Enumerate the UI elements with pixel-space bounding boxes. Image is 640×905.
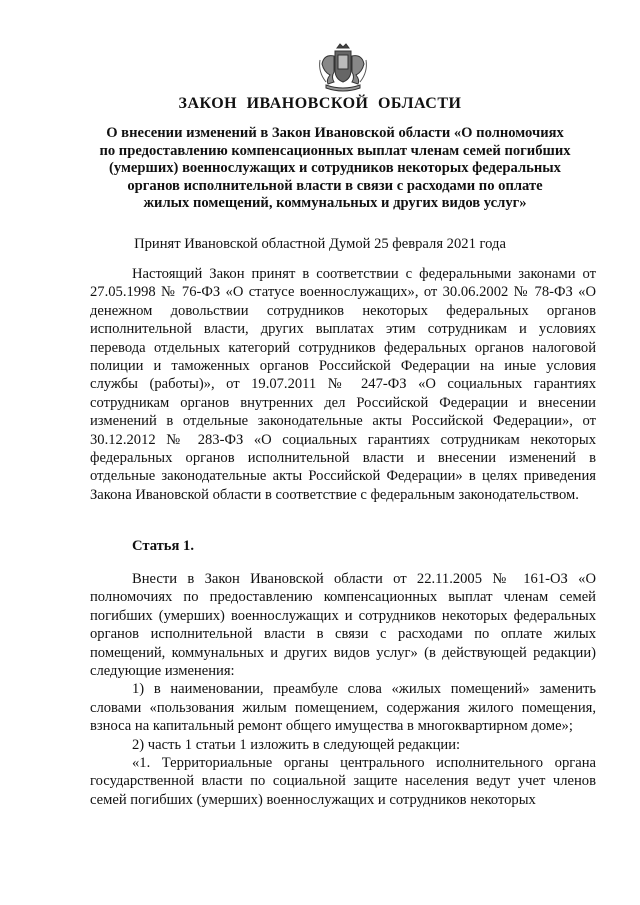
law-heading-line: О внесении изменений в Закон Ивановской области «О полномочиях <box>106 125 564 141</box>
article-item-2: 2) часть 1 статьи 1 изложить в следующей редакции: <box>132 736 461 753</box>
preamble-block <box>90 265 596 504</box>
coat-of-arms-icon <box>316 42 370 92</box>
preamble-paragraph: Настоящий Закон принят в соответствии с федеральными законами от 27.05.1998 № 76-ФЗ «О статусе военнослужащих», от 30.06.2002 № 78-ФЗ «О денежном довольствии сотрудников некоторых федеральных органов исполнительной власти, других выплатах этим сотрудникам и условиях перевода отдельных категорий сотрудников федеральных органов налоговой полиции и таможенных органов Российской Федерации на иные условия службы (работы)», от 19.07.2011 № 247-ФЗ «О социальных гарантиях сотрудникам органов внутренних дел Российской Федерации и внесении изменений в отдельные законодательные акты Российской Федерации», от 30.12.2012 № 283-ФЗ «О социальных гарантиях сотрудникам некоторых федеральных органов исполнительной власти и внесении изменений в отдельные законодательные акты Российской Федерации» в целях приведения Закона Ивановской области в соответствие с федеральным законодательством. <box>90 266 596 503</box>
law-title: ЗАКОН ИВАНОВСКОЙ ОБЛАСТИ <box>178 95 462 112</box>
article-title: Статья 1. <box>132 538 194 554</box>
article-intro-paragraph: Внести в Закон Ивановской области от 22.11.2005 № 161-ОЗ «О полномочиях по предоставлению компенсационных выплат членам семей погибших (умерших) военнослужащих и сотрудников некоторых федеральных органов исполнительной власти в связи с расходами по оплате жилых помещений, коммунальных и других видов услуг» (в действующей редакции) следующие изменения: <box>90 571 596 680</box>
law-heading-line: (умерших) военнослужащих и сотрудников некоторых федеральных <box>109 160 561 176</box>
article-item-1: 1) в наименовании, преамбуле слова «жилых помещений» заменить словами «пользования жилым помещением, содержания жилого помещения, взноса на капитальный ремонт общего имущества в многоквартирном доме»; <box>90 681 596 735</box>
article-item-2-text: «1. Территориальные органы центрального исполнительного органа государственной власти по социальной защите населения ведут учет членов семей погибших (умерших) военнослужащих и сотрудников некоторых <box>90 755 596 808</box>
article-body <box>90 570 596 809</box>
law-heading-line: по предоставлению компенсационных выплат членам семей погибших <box>99 142 571 159</box>
adoption-statement: Принят Ивановской областной Думой 25 февраля 2021 года <box>134 236 506 252</box>
law-heading-line: органов исполнительной власти в связи с расходами по оплате <box>127 177 543 194</box>
law-heading <box>80 125 590 213</box>
law-heading-line: жилых помещений, коммунальных и других видов услуг» <box>143 195 527 211</box>
